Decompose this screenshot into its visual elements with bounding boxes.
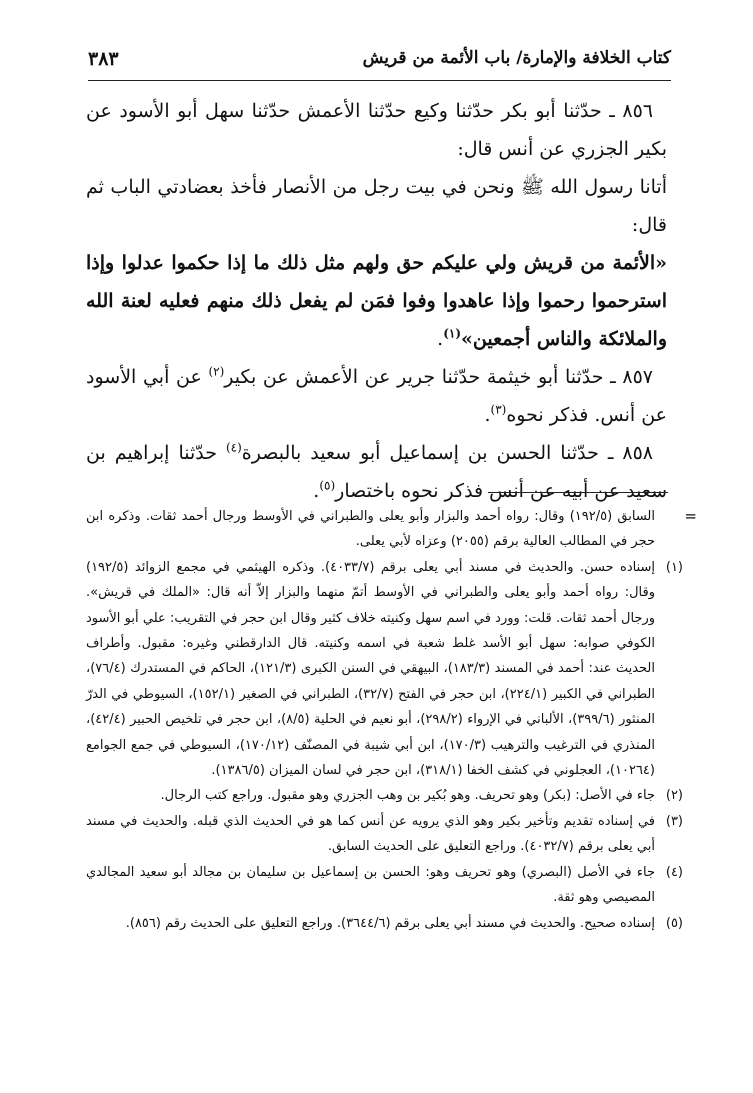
hadith-857-end: . <box>484 404 491 426</box>
hadith-858-text-b: حدّثنا إبراهيم بن سعيد عن أبيه عن أنس فذكر نحوه باختصار <box>86 442 667 502</box>
running-title: كتاب الخلافة والإمارة/ باب الأئمة من قريش <box>362 48 671 68</box>
hadith-856-isnad <box>86 92 667 168</box>
hadith-857 <box>86 358 667 434</box>
hadith-856-context-text: أتانا رسول الله ﷺ ونحن في بيت رجل من الأنصار فأخذ بعضادتي الباب ثم قال: <box>86 176 668 236</box>
page-header <box>88 46 671 76</box>
continuation-mark: = <box>684 507 697 525</box>
footnote-2 <box>86 783 683 808</box>
hadith-857-text-b: عن أبي الأسود عن أنس. فذكر نحوه <box>86 366 667 426</box>
hadith-856-isnad-text: ٨٥٦ ـ حدّثنا أبو بكر حدّثنا وكيع حدّثنا الأعمش حدّثنا سهل أبو الأسود عن بكير الجزري عن أنس قال: <box>86 100 667 160</box>
footnote-ref-5[interactable]: (٥) <box>319 478 336 493</box>
footnote-3-number: (٣) <box>665 813 683 829</box>
footnote-5-text: إسناده صحيح. والحديث في مسند أبي يعلى برقم (٣٦٤٤/٦). وراجع التعليق على الحديث رقم (٨٥٦). <box>125 915 655 931</box>
hadith-856-matn <box>86 244 667 358</box>
footnote-3 <box>86 809 683 860</box>
hadith-856-matn-end: . <box>437 328 444 350</box>
footnote-5 <box>86 911 683 936</box>
footnote-4 <box>86 860 683 911</box>
footnote-separator <box>488 492 668 493</box>
footnote-1 <box>86 555 683 784</box>
hadith-858-text-a: ٨٥٨ ـ حدّثنا الحسن بن إسماعيل أبو سعيد بالبصرة <box>241 442 653 464</box>
footnote-ref-4[interactable]: (٤) <box>225 440 242 455</box>
footnote-1-text: إسناده حسن. والحديث في مسند أبي يعلى برقم (٤٠٣٣/٧). وذكره الهيثمي في مجمع الزوائد (١٩٢/٥) وقال: رواه أحمد وأبو يعلى والطبراني في الأوسط أتمّ منهما والبزار إلاّ أنه قال: «الملك في قريش». ورجال أحمد ثقات. قلت: وورد في اسم سهل وكنيته خلاف كثير وقال ابن حجر في التقريب: علي أبو الأسود الكوفي صوابه: سهل أبو الأسد غلط شعبة في اسمه وكنيته. قال الدارقطني وغيره: مقبول. وأطراف الحديث عند: أحمد في المسند (١٨٣/٣)، البيهقي في السنن الكبرى (١٢١/٣)، الحاكم في المستدرك (٧٦/٤)، الطبراني في الكبير (٢٢٤/١)، ابن حجر في الفتح (٣٢/٧)، الطبراني في الصغير (١٥٢/١)، السيوطي في الدرّ المنثور (٣٩٩/٦)، الألباني في الإرواء (٢٩٨/٢)، أبو نعيم في الحلية (٨/٥)، ابن حجر في تلخيص الحبير (٤٢/٤)، المنذري في الترغيب والترهيب (١٧٠/٣)، ابن أبي شيبة في المصنّف (١٧٠/١٢)، السيوطي في جمع الجوامع (١٠٢٦٤)، العجلوني في كشف الخفا (٣١٨/١)، ابن حجر في لسان الميزان (١٣٨٦/٥). <box>86 559 656 779</box>
footnote-4-text: جاء في الأصل (البصري) وهو تحريف وهو: الحسن بن إسماعيل بن سليمان بن مجالد أبو سعيد المجالدي المصيصي وهو ثقة. <box>86 864 655 906</box>
footnote-continuation-text: السابق (١٩٢/٥) وقال: رواه أحمد والبزار وأبو يعلى والطبراني في الأوسط ورجال أحمد ثقات. وذكره ابن حجر في المطالب العالية برقم (٢٠٥٥) وعزاه لأبي يعلى. <box>86 509 655 550</box>
hadith-856-matn-text: «الأئمة من قريش ولي عليكم حق ولهم مثل ذلك ما إذا حكموا عدلوا وإذا استرحموا رحموا وإذا عاهدوا وفوا فمَن لم يفعل ذلك منهم فعليه لعنة الله والملائكة والناس أجمعين» <box>86 252 667 350</box>
footnote-continuation <box>86 504 697 555</box>
header-rule <box>88 80 671 81</box>
hadith-858-end: . <box>313 480 320 502</box>
hadith-857-text-a: ٨٥٧ ـ حدّثنا أبو خيثمة حدّثنا جرير عن الأعمش عن بكير <box>224 366 653 388</box>
footnote-1-number: (١) <box>665 559 683 575</box>
main-text <box>86 92 667 510</box>
hadith-858 <box>86 434 667 510</box>
footnote-3-text: في إسناده تقديم وتأخير بكير وهو الذي يرويه عن أنس كما هو في الحديث الذي قبله. والحديث في مسند أبي يعلى برقم (٤٠٣٢/٧). وراجع التعليق على الحديث السابق. <box>86 813 655 855</box>
page-number: ٣٨٣ <box>88 48 119 70</box>
footnote-ref-3[interactable]: (٣) <box>490 402 507 417</box>
hadith-856-context <box>86 168 667 244</box>
footnotes <box>86 504 697 936</box>
footnote-ref-1[interactable]: (١) <box>443 326 462 341</box>
footnote-2-number: (٢) <box>665 788 683 804</box>
footnote-5-number: (٥) <box>665 915 683 931</box>
footnote-ref-2[interactable]: (٢) <box>208 364 225 379</box>
footnote-2-text: جاء في الأصل: (بكر) وهو تحريف. وهو بُكير بن وهب الجزري وهو مقبول. وراجع كتب الرجال. <box>160 788 655 804</box>
footnote-4-number: (٤) <box>665 864 683 880</box>
